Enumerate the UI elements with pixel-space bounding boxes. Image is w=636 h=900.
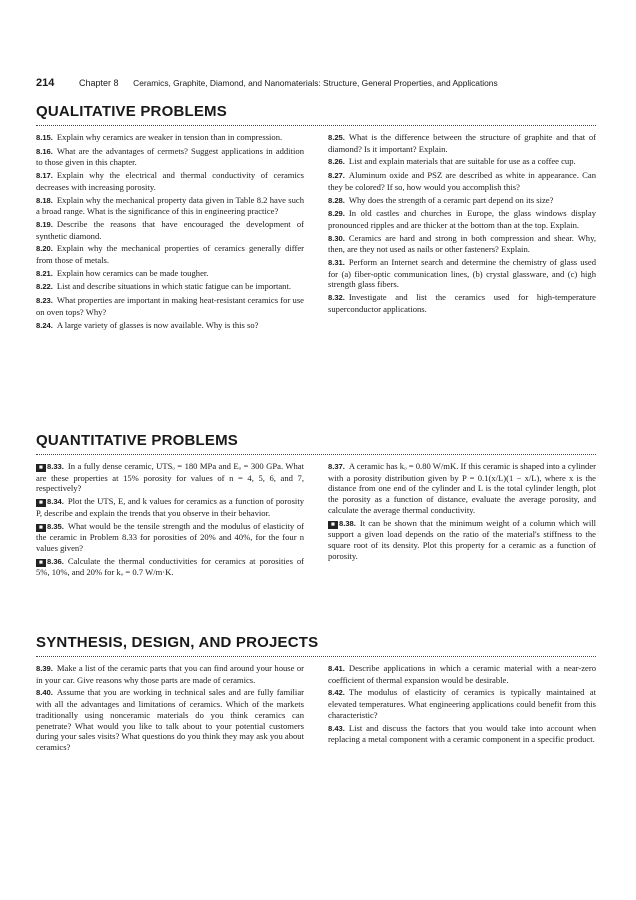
problem-item [328,257,596,290]
problem-item [328,292,596,314]
page-number: 214 [36,77,55,89]
problem-number: 8.33. [47,462,64,471]
problem-number: 8.32. [328,293,345,303]
problem-item [36,195,304,217]
problem-item [36,219,304,241]
problem-text: List and describe situations in which static fatigue can be important. [56,281,292,292]
problem-text: It can be shown that the minimum weight of a column which will support a given load depends on the ratio of the material's stiffness to the square root of its density. Plot this property for a ceramic as a function of porosity. [328,517,596,561]
problem-item [328,687,596,720]
problem-item [36,295,304,317]
problem-text: Calculate the thermal conductivities for ceramics at porosities of 5%, 10%, and 20% for kₒ = 0.7 W/m·K. [36,555,304,578]
problem-text: List and discuss the factors that you would take into account when replacing a metal component with a ceramic component in a specific product. [328,722,596,745]
problem-item [36,243,304,265]
problem-text: Aluminum oxide and PSZ are described as white in appearance. Can they be colored? If so, how would you accomplish this? [328,170,596,192]
section-title: SYNTHESIS, DESIGN, AND PROJECTS [36,634,596,657]
problem-number: 8.22. [36,282,53,292]
problem-number: 8.29. [328,209,345,219]
problem-number: 8.30. [328,233,345,243]
problem-item [36,146,304,168]
problem-item [36,663,304,685]
problem-item [36,132,304,144]
problem-number: 8.37. [328,462,345,471]
problem-number: 8.35. [47,521,64,531]
problem-item [328,156,596,168]
problem-number: 8.42. [328,688,345,698]
problem-item [328,663,596,685]
problem-number: 8.18. [36,195,53,205]
problem-item [328,518,596,562]
chapter-title: Ceramics, Graphite, Diamond, and Nanomaterials: Structure, General Properties, and Applications [133,78,498,88]
problem-item [36,170,304,192]
problem-text: In a fully dense ceramic, UTSₒ = 180 MPa and Eₒ = 300 GPa. What are these properties at 15% porosity for values of n = 4, 5, 6, and 7, respectively? [36,461,304,494]
problem-item [36,687,304,752]
running-header [36,77,596,89]
problem-number: 8.34. [47,497,64,507]
section-quantitative [36,432,596,580]
column-right [328,663,596,755]
problem-text: The modulus of elasticity of ceramics is typically maintained at elevated temperatures. What engineering applications could benefit from this characteristic? [328,687,596,720]
problem-text: What would be the tensile strength and the modulus of elasticity of the ceramic in Problem 8.33 for porosities of 20% and 40%, for the four n values given? [36,520,304,553]
problem-text: Plot the UTS, E, and k values for ceramics as a function of porosity P, describe and explain the trends that you observe in their behavior. [36,496,304,518]
problem-item [36,320,304,332]
problem-text: What is the difference between the structure of graphite and that of diamond? Is it important? Explain. [328,132,596,154]
problem-item [328,233,596,255]
problem-text: Investigate and list the ceramics used for high-temperature superconductor applications. [328,292,596,314]
problem-number: 8.15. [36,133,53,142]
problem-item [328,461,596,516]
problem-item [328,723,596,745]
chapter-label: Chapter 8 [78,78,119,88]
problem-text: Make a list of the ceramic parts that you can find around your house or in your car. Give reasons why those parts are made of ceramics. [36,663,304,685]
problem-item [36,461,304,494]
problem-number: 8.43. [328,723,345,733]
problem-number: 8.17. [36,171,53,181]
problem-number: 8.19. [36,219,53,229]
problem-text: Ceramics are hard and strong in both compression and shear. Why, then, are they not used as nails or other fasteners? Explain. [328,232,596,255]
problem-item [328,170,596,192]
column-left [36,461,304,580]
problem-text: A ceramic has kₒ = 0.80 W/mK. If this ceramic is shaped into a cylinder with a porosity distribution given by P = 0.1(x/L)(1 − x/L), where x is the distance from one end of the cylinder and L is the total cylinder length, plot the porosity as a function of distance, evaluate the average porosity, and calculate the average thermal conductivity. [328,461,596,515]
problem-number: 8.39. [36,664,53,673]
problem-text: Why does the strength of a ceramic part depend on its size? [348,194,554,205]
problem-item [328,132,596,154]
section-title: QUALITATIVE PROBLEMS [36,103,596,126]
section-qualitative [36,103,596,333]
computer-problem-icon: ■ [36,499,46,507]
column-left [36,132,304,333]
problem-text: Explain why the mechanical properties of ceramics generally differ from those of metals. [36,243,304,266]
column-right [328,461,596,580]
problem-number: 8.27. [328,171,345,181]
computer-problem-icon: ■ [36,559,46,567]
column-right [328,132,596,333]
problem-item [36,268,304,280]
problem-text: Explain how ceramics can be made tougher. [56,267,209,278]
problem-item [328,195,596,207]
problem-text: Describe the reasons that have encouraged the development of synthetic diamond. [36,218,304,241]
computer-problem-icon: ■ [36,524,46,532]
problem-number: 8.41. [328,664,345,673]
problem-text: Describe applications in which a ceramic material with a near-zero coefficient of thermal expansion would be desirable. [328,663,596,685]
problem-number: 8.23. [36,296,53,306]
problem-number: 8.20. [36,244,53,254]
problem-text: Explain why the electrical and thermal conductivity of ceramics decreases with increasing porosity. [36,170,304,192]
problem-text: Perform an Internet search and determine the chemistry of glass used for (a) fiber-optic communication lines, (b) crystal glassware, and (c) high strength glass fibers. [328,257,596,290]
problem-text: Explain why the mechanical property data given in Table 8.2 have such a broad range. What is the significance of this in engineering practice? [36,194,304,217]
problem-text: In old castles and churches in Europe, the glass windows display pronounced ripples and are thicker at the bottom than at the top. Explain. [328,208,596,230]
problem-text: Assume that you are working in technical sales and are fully familiar with all the advantages and limitations of ceramics. Which of the markets traditionally using nonceramic materials do you think ceramics can penetrate? What would you like to talk about to your potential customers during your sales visits? What questions do you think they may ask you about ceramics? [36,687,304,752]
problem-item [36,281,304,293]
problem-number: 8.21. [36,268,53,278]
problem-number: 8.24. [36,320,53,330]
problem-number: 8.31. [328,258,345,268]
problem-item [36,496,304,518]
problem-text: Explain why ceramics are weaker in tension than in compression. [56,132,283,142]
column-left [36,663,304,755]
problem-item [328,208,596,230]
problem-text: List and explain materials that are suitable for use as a coffee cup. [348,156,576,167]
problem-number: 8.36. [47,556,64,566]
problem-item [36,521,304,554]
problem-text: What properties are important in making heat-resistant ceramics for use on oven tops? Why? [36,295,304,317]
problem-item [36,556,304,578]
problem-number: 8.38. [339,518,356,528]
problem-number: 8.28. [328,195,345,205]
section-synthesis [36,634,596,755]
problem-number: 8.40. [36,688,53,698]
section-title: QUANTITATIVE PROBLEMS [36,432,596,455]
problem-text: What are the advantages of cermets? Suggest applications in addition to those given in this chapter. [36,145,304,168]
computer-problem-icon: ■ [328,521,338,529]
computer-problem-icon: ■ [36,464,46,472]
problem-number: 8.16. [36,146,53,156]
problem-text: A large variety of glasses is now available. Why is this so? [56,319,259,330]
problem-number: 8.25. [328,133,345,142]
problem-number: 8.26. [328,157,345,167]
